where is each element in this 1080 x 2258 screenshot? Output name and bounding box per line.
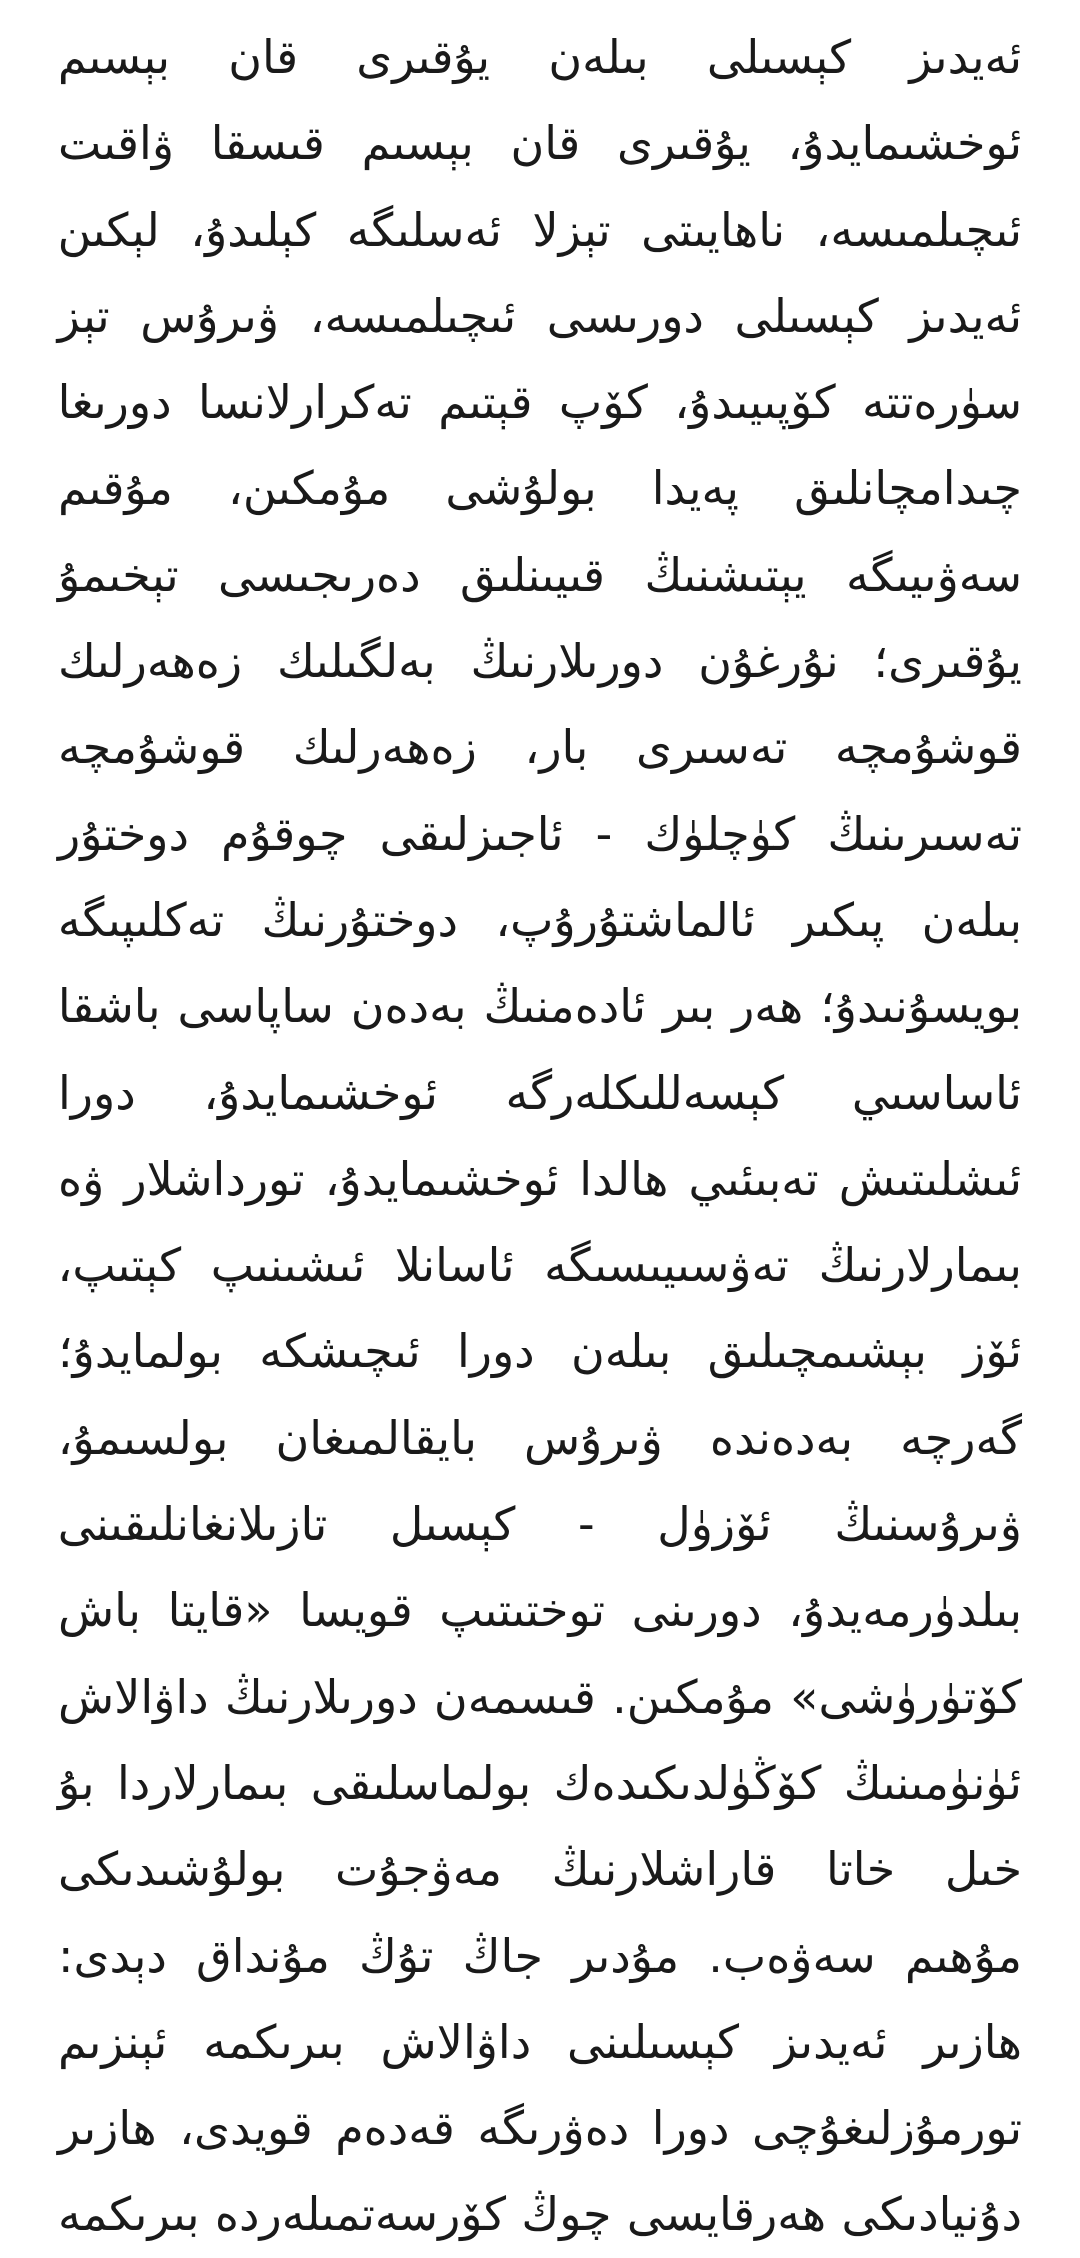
- text-line: ئىشلىتىش تەبىئىي ھالدا ئوخشىمايدۇ، تورداشلار ۋە: [58, 1151, 1022, 1206]
- text-line: دۇنيادىكى ھەرقايسى چوڭ كۆرسەتمىلەردە بىرىكمە: [58, 2187, 1022, 2242]
- text-line: ئوخشىمايدۇ، يۇقىرى قان بېسىم قىسقا ۋاقىت: [58, 116, 1022, 171]
- text-line: گەرچە بەدەندە ۋىرۇس بايقالمىغان بولسىمۇ،: [57, 1410, 1022, 1465]
- text-line: ئەيدىز كېسىلى دورىسى ئىچىلمىسە، ۋىرۇس تېز: [57, 288, 1022, 343]
- text-line: ئەيدىز كېسىلى بىلەن يۇقىرى قان بېسىم: [57, 30, 1022, 84]
- text-line: بىمارلارنىڭ تەۋسىيىسىگە ئاسانلا ئىشىنىپ كېتىپ،: [57, 1238, 1022, 1293]
- article-page: [57, 0, 1022, 2242]
- text-line: سۈرەتتە كۆپىيىدۇ، كۆپ قېتىم تەكرارلانسا دورىغا: [57, 375, 1022, 430]
- text-line: بويسۇنىدۇ؛ ھەر بىر ئادەمنىڭ بەدەن ساپاسى باشقا: [57, 979, 1022, 1034]
- text-line: خىل خاتا قاراشلارنىڭ مەۋجۇت بولۇشىدىكى: [57, 1842, 1022, 1897]
- text-line: تورمۇزلىغۇچى دورا دەۋرىگە قەدەم قويدى، ھازىر: [58, 2101, 1022, 2156]
- text-line: كۆتۈرۈشى» مۇمكىن. قىسمەن دورىلارنىڭ داۋالاش: [58, 1669, 1022, 1724]
- text-line: ۋىرۇسنىڭ ئۆزۈل - كېسىل تازىلانغانلىقىنى: [57, 1497, 1022, 1552]
- text-line: ئۈنۈمىنىڭ كۆڭۈلدىكىدەك بولماسلىقى بىمارلاردا بۇ: [58, 1755, 1022, 1810]
- text-line: ئاساسىي كېسەللىكلەرگە ئوخشىمايدۇ، دورا: [58, 1065, 1022, 1120]
- text-line: چىدامچانلىق پەيدا بولۇشى مۇمكىن، مۇقىم: [58, 461, 1022, 516]
- text-line: يۇقىرى؛ نۇرغۇن دورىلارنىڭ بەلگىلىك زەھەرلىك: [58, 634, 1022, 689]
- text-line: ھازىر ئەيدىز كېسىلىنى داۋالاش بىرىكمە ئېنزىم: [58, 2014, 1022, 2069]
- text-line: ئىچىلمىسە، ناھايىتى تېزلا ئەسلىگە كېلىدۇ، لېكىن: [57, 202, 1022, 257]
- text-line: بىلدۈرمەيدۇ، دورىنى توختىتىپ قويسا «قايتا باش: [58, 1583, 1022, 1638]
- text-line: سەۋىيىگە يېتىشنىڭ قىيىنلىق دەرىجىسى تېخىمۇ: [58, 547, 1022, 602]
- article-body: [58, 14, 1022, 2258]
- text-line: بىلەن پىكىر ئالماشتۇرۇپ، دوختۇرنىڭ تەكلىپىگە: [57, 892, 1022, 947]
- text-line: قوشۇمچە تەسىرى بار، زەھەرلىك قوشۇمچە: [58, 720, 1022, 775]
- text-line: تەسىرىنىڭ كۈچلۈك - ئاجىزلىقى چوقۇم دوختۇر: [58, 806, 1022, 861]
- text-line: مۇھىم سەۋەب. مۇدىر جاڭ تۇڭ مۇنداق دېدى:: [57, 1928, 1022, 1983]
- text-line: ئۆز بېشىمچىلىق بىلەن دورا ئىچىشكە بولمايدۇ؛: [58, 1324, 1022, 1379]
